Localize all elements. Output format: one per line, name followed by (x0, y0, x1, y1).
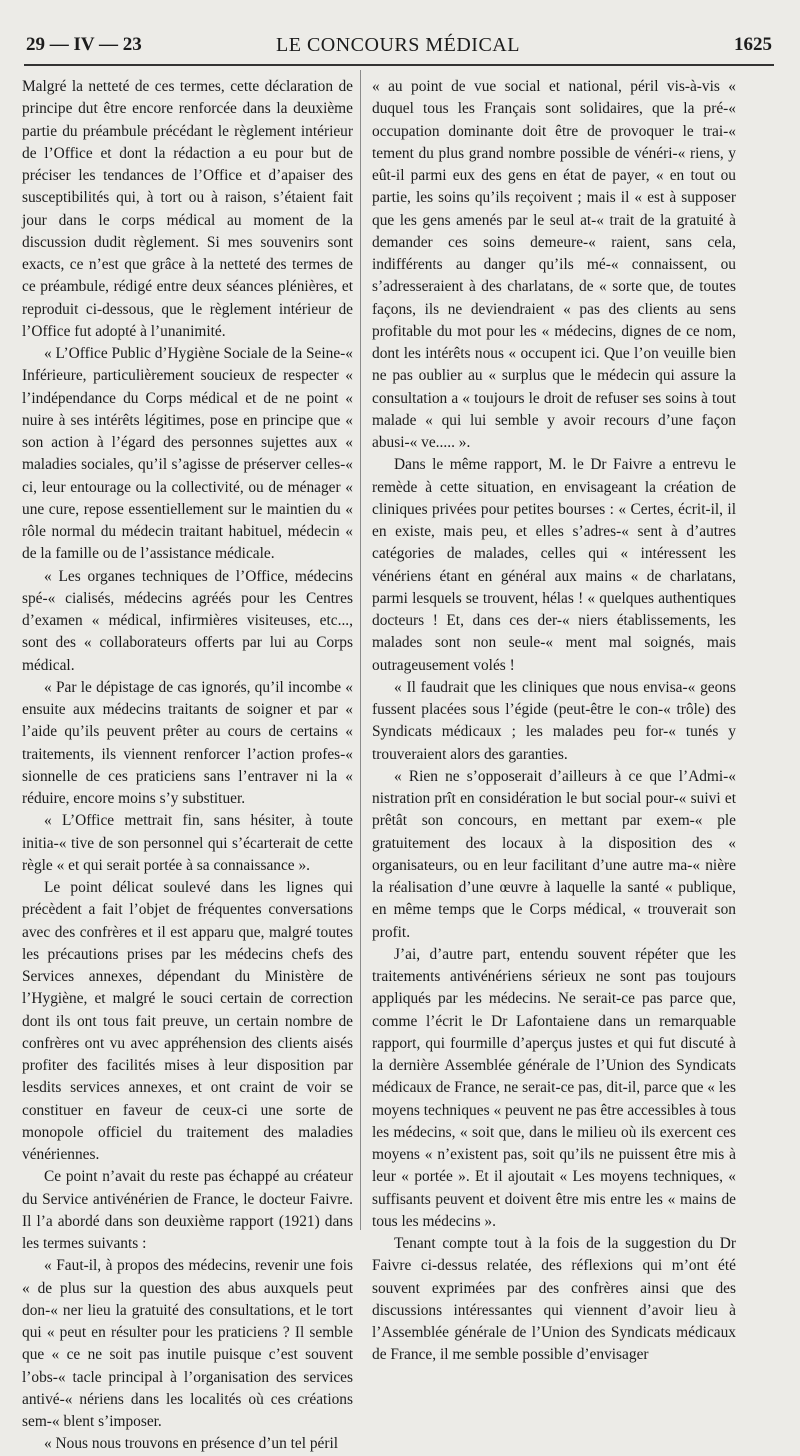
issue-date: 29 — IV — 23 (26, 34, 142, 55)
paragraph: Le point délicat soulevé dans les lignes qui précèdent a fait l’objet de fréquentes conversations avec des confrères et il est apparu que, malgré toutes les précautions prises par les médecins chefs des Services annexes, dépendant du Ministère de l’Hygiène, et malgré le souci certain de correction dont ils ont tous fait preuve, un certain nombre de confrères ont vu avec appréhension des clients aisés profiter des facilités mises à leur disposition par lesdits services annexes, et ont craint de voir se constituer en faveur de ceux-ci une sorte de monopole officiel du traitement des maladies vénériennes. (22, 879, 353, 1163)
quote-paragraph: « au point de vue social et national, péril vis-à-vis « duquel tous les Français sont solidaires, que la pré-« occupation dominante doit être de provoquer le trai-« tement du plus grand nombre possible de vénéri-« riens, y eût-il parmi eux des gens en état de payer, « en tout ou partie, les soins qu’ils reçoivent ; mais il « est à supposer que les gens amenés par le seul at-« trait de la gratuité à demander ces soins demeure-« raient, sans cela, indifférents au danger qu’ils mé-« connaissent, ou s’adresseraient à des charlatans, de « sorte que, de toutes façons, ils ne deviendraient « pas des clients au sens profitable du mot pour les « médecins, dignes de ce nom, dont les intérêts nous « occupent ici. Que l’on veuille bien ne pas oublier au « surplus que le médecin qui assure la consultation a « toujours le droit de refuser ses soins à tout malade « qui lui semble y avoir recours d’une façon abusi-« ve..... ». (372, 78, 736, 451)
quote-paragraph: « Faut-il, à propos des médecins, revenir une fois « de plus sur la question des abus auxquels peut don-« ner lieu la gratuité des consultations, et le tort qui « peut en résulter pour les praticiens ? Il semble que « ce ne soit pas inutile puisque c’est souvent l’obs-« tacle principal à l’organisation des services antivé-« nériens dans les localités où ces créations sem-« blent s’imposer. (22, 1257, 353, 1430)
quote-paragraph: « Il faudrait que les cliniques que nous envisa-« geons fussent placées sous l’égide (peut-être le con-« trôle) des Syndicats médicaux ; les malades peu for-« tunés y trouveraient alors des garanties. (372, 678, 736, 763)
column-divider (360, 70, 361, 1230)
journal-title: LE CONCOURS MÉDICAL (276, 34, 520, 56)
paragraph: Dans le même rapport, M. le Dr Faivre a entrevu le remède à cette situation, en envisageant la création de cliniques privées pour petites bourses : « Certes, écrit-il, il en existe, mais peu, et elles s’adres-« sent à d’autres catégories de malades, celles qui « intéressent les vénériens étant en général aux mains « de charlatans, parmi lesquels se trouvent, hélas ! « quelques authentiques docteurs ! Et, dans ces der-« niers établissements, les malades sont non seule-« ment mal soignés, mais outrageusement volés ! (372, 456, 736, 674)
paragraph: Ce point n’avait du reste pas échappé au créateur du Service antivénérien de France, le docteur Faivre. Il l’a abordé dans son deuxième rapport (1921) dans les termes suivants : (22, 1168, 353, 1252)
paragraph: Tenant compte tout à la fois de la suggestion du Dr Faivre ci-dessus relatée, des réflexions qui m’ont été souvent exprimées par des confrères ainsi que des discussions intéressantes qui viennent d’avoir lieu à l’Assemblée générale de l’Union des Syndicats médicaux de France, il me semble possible d’envisager (372, 1235, 736, 1364)
quote-paragraph: « Nous nous trouvons en présence d’un tel péril (44, 1435, 339, 1453)
page-header (24, 30, 772, 64)
paragraph: J’ai, d’autre part, entendu souvent répéter que les traitements antivénériens sérieux ne sont pas toujours appliqués par les médecins. Ne serait-ce pas parce que, comme l’écrit le Dr Lafontaiene dans un remarquable rapport, qui fourmille d’aperçus justes et qui fut discuté à la dernière Assemblée générale de l’Union des Syndicats médicaux de France, ne serait-ce pas, dit-il, parce que « les moyens techniques « peuvent ne pas être accessibles à tous les médecins, « soit que, dans le milieu où ils exercent ces moyens « n’existent pas, soit qu’ils ne puissent être mis à leur « portée ». Et il ajoutait « Les moyens techniques, « suffisants peuvent et doivent être mis entre les « mains de tous les médecins ». (372, 945, 736, 1230)
header-rule (24, 64, 774, 66)
left-column (22, 76, 353, 1456)
quote-paragraph: « Par le dépistage de cas ignorés, qu’il incombe « ensuite aux médecins traitants de soigner et par « l’aide qu’ils peuvent prêter au cours de certains « traitements, ils viennent renforcer l’action profes-« sionnelle de ces praticiens sans l’entraver ni la « réduire, encore moins s’y substituer. (22, 678, 353, 807)
paragraph: Malgré la netteté de ces termes, cette déclaration de principe dut être encore renforcée dans la deuxième partie du préambule précédant le règlement intérieur de l’Office et dont la rédaction a eu pour but de préciser les tendances de l’Office et d’apaiser des susceptibilités qui, à tort ou à raison, s’étaient fait jour dans le corps médical au moment de la discussion dudit règlement. Si mes souvenirs sont exacts, ce n’est que grâce à la netteté des termes de ce préambule, rédigé entre deux séances plénières, et reproduit ci-dessous, que le règlement intérieur de l’Office fut adopté à l’unanimité. (22, 78, 353, 340)
quote-paragraph: « Rien ne s’opposerait d’ailleurs à ce que l’Admi-« nistration prît en considération le but social pour-« suivi et prêtât son concours, en mettant par exem-« ple gratuitement des locaux à la disposition des « organisateurs, ou en leur facilitant d’une autre ma-« nière la réalisation d’une œuvre à laquelle la santé « publique, en même temps que le Corps médical, « trouverait son profit. (372, 767, 736, 941)
right-column (372, 76, 736, 1367)
page-number: 1625 (734, 34, 772, 55)
quote-paragraph: « L’Office Public d’Hygiène Sociale de la Seine-« Inférieure, particulièrement soucieux de respecter « l’indépendance du Corps médical et de ne point « nuire à ses intérêts légitimes, pose en principe que « son action à l’égard des personnes sujettes aux « maladies sociales, qu’il s’agisse de préserver celles-« ci, leur entourage ou la collectivité, ou de ménager « une cure, repose essentiellement sur le maintien du « rôle normal du médecin traitant habituel, médecin « de la famille ou de l’assistance médicale. (22, 345, 354, 563)
quote-paragraph: « L’Office mettrait fin, sans hésiter, à toute initia-« tive de son personnel qui s’écarterait de cette règle « et qui serait portée à sa connaissance ». (22, 812, 353, 874)
quote-paragraph: « Les organes techniques de l’Office, médecins spé-« cialisés, médecins agréés pour les Centres d’examen « médical, infirmières visiteuses, etc..., sont des « collaborateurs offerts par lui au Corps médical. (22, 567, 353, 674)
